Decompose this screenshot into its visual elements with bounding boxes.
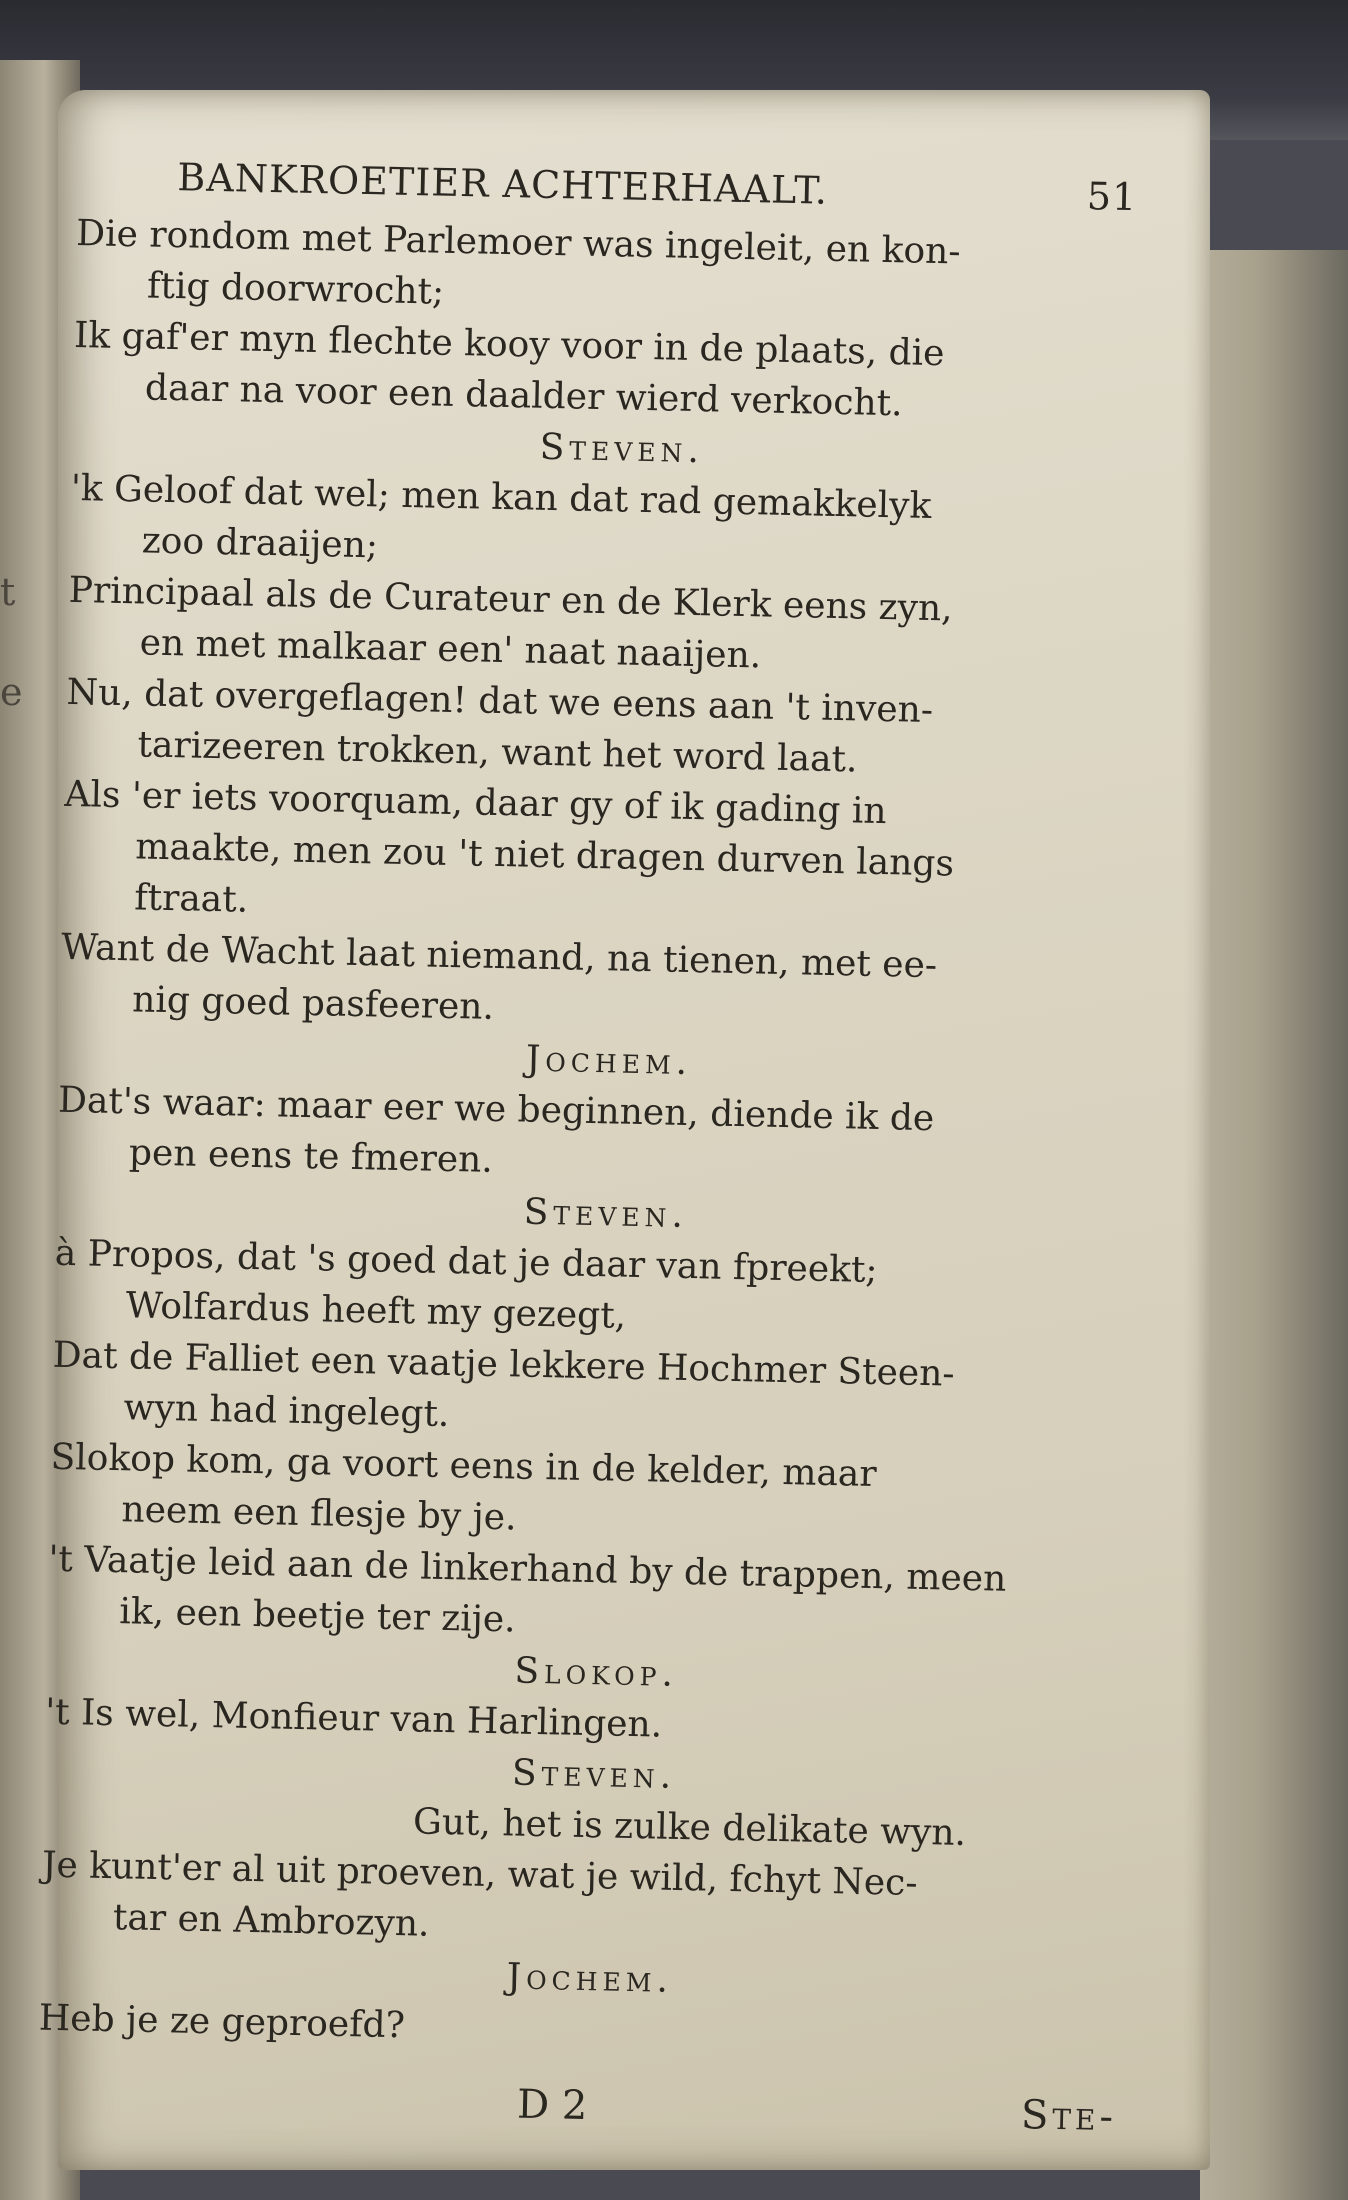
verse-continuation: tar en Ambrozyn. (112, 1897, 430, 1945)
verse-line: Dat de Falliet een vaatje lekkere Hochmer Steen- (52, 1334, 955, 1395)
catchword: Ste- (1020, 2092, 1118, 2141)
verse-continuation: nig goed pasfeeren. (131, 979, 495, 1028)
verse-continuation: Wolfardus heeft my gezegt, (125, 1285, 627, 1337)
verse-line: Dat's waar: maar eer we beginnen, diende ik de (57, 1079, 935, 1140)
verse-line: 't Is wel, Monfieur van Harlingen. (44, 1691, 663, 1746)
verse-continuation: maakte, men zou 't niet dragen durven langs (134, 826, 955, 885)
verse-line: Je kunt'er al uit proeven, wat je wild, fchyt Nec- (41, 1844, 918, 1904)
page-footer (37, 2070, 1138, 2144)
verse-continuation: daar na voor een daalder wierd verkocht. (144, 367, 904, 425)
running-title: BANKROETIER ACHTERHAALT. (176, 155, 829, 213)
page-block-edge (1200, 250, 1348, 2200)
verse-line: Nu, dat overgeflagen! dat we eens aan 't inven- (66, 671, 934, 732)
verse-line: à Propos, dat 's goed dat je daar van fpreekt; (54, 1232, 878, 1291)
verse-continuation: neem een flesje by je. (121, 1489, 517, 1539)
verse-line: Als 'er iets voorquam, daar gy of ik gading in (64, 773, 887, 833)
speaker-name: Steven. (511, 1752, 677, 1797)
verse-continuation: ftraat. (133, 877, 249, 921)
margin-fragment: e (0, 670, 23, 714)
verse-line: Heb je ze geproefd? (38, 1997, 406, 2047)
speaker-name: Slokop. (514, 1650, 679, 1695)
verse-line: 't Vaatje leid aan de linkerhand by de trappen, meen (48, 1538, 1007, 1600)
verse-line: Ik gaf'er myn flechte kooy voor in de plaats, die (73, 314, 945, 375)
verse-continuation: ftig doorwrocht; (146, 265, 445, 313)
speaker-name: Steven. (523, 1191, 689, 1237)
play-text (38, 208, 1176, 2067)
verse-line: Gut, het is zulke delikate wyn. (412, 1801, 967, 1854)
verse-continuation: en met malkaar een' naat naaijen. (139, 622, 762, 677)
verse-continuation: zoo draaijen; (141, 520, 379, 567)
verse-continuation: tarizeeren trokken, want het word laat. (137, 724, 858, 781)
book-page (38, 90, 1210, 2170)
verse-line: Die rondom met Parlemoer was ingeleit, en kon- (75, 212, 961, 273)
verse-line: Slokop kom, ga voort eens in de kelder, maar (50, 1436, 878, 1496)
signature-mark: D 2 (516, 2081, 588, 2130)
page-text (37, 150, 1178, 2144)
page-number: 51 (1086, 174, 1138, 220)
verse-line: Want de Wacht laat niemand, na tienen, met ee- (60, 926, 938, 987)
verse-line: 'k Geloof dat wel; men kan dat rad gemakkelyk (70, 467, 932, 527)
verse-line: Principaal als de Curateur en de Klerk eens zyn, (68, 569, 954, 630)
verse-continuation: wyn had ingelegt. (123, 1387, 450, 1436)
speaker-name: Steven. (539, 426, 705, 472)
verse-continuation: pen eens te fmeren. (128, 1132, 494, 1181)
speaker-name: Jochem. (506, 1956, 674, 2001)
margin-fragment: t (0, 570, 16, 614)
speaker-name: Jochem. (525, 1038, 693, 1084)
verse-continuation: ik, een beetje ter zije. (118, 1591, 517, 1641)
